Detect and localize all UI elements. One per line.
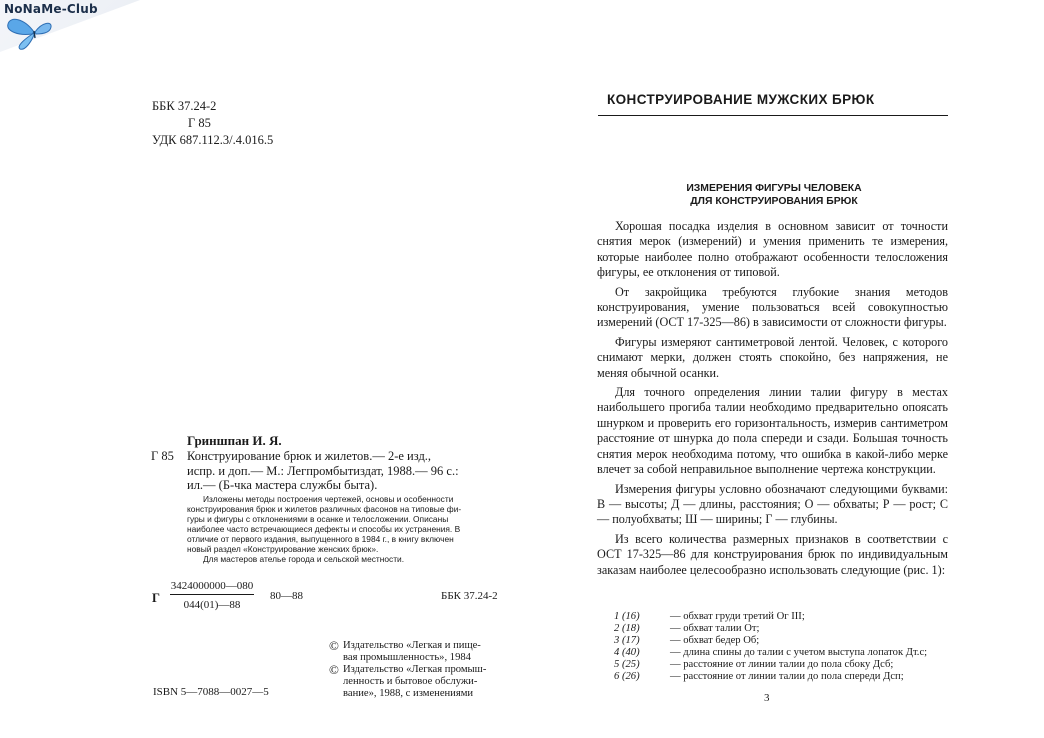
abstract-line: новый раздел «Конструирование женских брюк». [187,544,379,554]
copyright-block [329,640,519,700]
copyright-line: ленность и бытовое обслужи- [343,676,478,687]
abstract-line: конструирования брюк и жилетов различных фасонов на типовые фи- [187,504,462,514]
item-number: 3 (17) [614,635,640,646]
item-text: — длина спины до талии с учетом выступа лопаток Дт.с; [670,647,928,658]
code-denominator: 044(01)—88 [183,599,241,611]
isbn: ISBN 5—7088—0027—5 [153,686,269,698]
item-text: — обхват груди третий Ог III; [670,611,805,622]
copyright-line: Издательство «Легкая и пище- [343,640,481,651]
paragraph: Фигуры измеряют сантиметровой лентой. Человек, с которого снимают мерки, должен стоять спокойно, без напряжения, не меняя обычной осанки. [597,334,948,380]
bib-index: Г 85 [151,449,174,463]
abstract-line: Для мастеров ателье города и сельской местности. [203,554,405,564]
abstract-line: Изложены методы построения чертежей, основы и особенности [203,494,454,504]
item-number: 1 (16) [614,611,640,622]
paragraph: Для точного определения линии талии фигуру в местах наибольшего прогиба талии необходимо предварительно опоясать шнурком и проверить его горизонтальность, измерив сантиметром расстояние от шнурка до пола спереди и сзади. Большая точность снятия мерок необходима потому, что ошибка в какой-либо мерке влечет за собой неправильное выполнение чертежа конструкции. [597,385,948,477]
item-number: 2 (18) [614,623,640,634]
copyright-2 [329,664,519,700]
code-g: Г [152,591,160,605]
page-number: 3 [764,692,770,704]
list-item [614,611,948,623]
paragraph: Измерения фигуры условно обозначают следующими буквами: В — высоты; Д — длины, расстояния; О — обхваты; Р — рост; С — полуобхваты; Ш — ширины; Г — глубины. [597,481,948,527]
paragraph: От закройщика требуются глубокие знания методов конструирования, умение пользоваться всей совокупностью измерений (ОСТ 17-325—86) в зависимости от сложности фигуры. [597,284,948,330]
bib-description [187,449,507,493]
bib-line: ил.— (Б-чка мастера службы быта). [187,478,378,492]
body-text [597,219,948,582]
section-title-line: ДЛЯ КОНСТРУИРОВАНИЯ БРЮК [690,196,858,207]
item-text: — расстояние от линии талии до пола сбоку Дсб; [670,659,894,670]
running-header: КОНСТРУИРОВАНИЕ МУЖСКИХ БРЮК [607,92,875,107]
list-item [614,671,948,683]
item-number: 6 (26) [614,671,640,682]
list-item [614,635,948,647]
abstract-line: наиболее часто встречающиеся дефекты и способы их устранения. В [187,524,461,534]
item-text: — расстояние от линии талии до пола спереди Дсп; [670,671,904,682]
code-fraction [170,580,254,612]
section-title-line: ИЗМЕРЕНИЯ ФИГУРЫ ЧЕЛОВЕКА [686,183,862,194]
index-g85: Г 85 [188,116,211,130]
author-name: Гриншпан И. Я. [187,433,282,448]
bib-line: Конструирование брюк и жилетов.— 2-е изд., [187,449,432,463]
item-text: — обхват бедер Об; [670,635,760,646]
code-pages: 80—88 [270,590,303,602]
abstract-line: гуры и фигуры с отклонениями в осанке и телосложении. Описаны [187,514,449,524]
copyright-symbol: © [329,662,339,677]
item-text: — обхват талии От; [670,623,760,634]
abstract-line: отличие от первого издания, выпущенного в 1984 г., в книгу включен [187,534,454,544]
copyright-symbol: © [329,638,339,653]
copyright-line: вая промышленность», 1984 [343,652,471,663]
list-item [614,647,948,659]
copyright-line: вание», 1988, с изменениями [343,688,474,699]
measurement-list [614,611,948,683]
section-title [616,182,932,208]
udk-code: УДК 687.112.3/.4.016.5 [152,133,274,147]
bib-line: испр. и доп.— М.: Легпромбытиздат, 1988.— 96 с.: [187,463,459,478]
item-number: 4 (40) [614,647,640,658]
butterfly-icon [4,16,64,50]
code-numerator: 3424000000—080 [170,580,254,595]
list-item [614,659,948,671]
item-number: 5 (25) [614,659,640,670]
paragraph: Хорошая посадка изделия в основном зависит от точности снятия мерок (измерений) и умения применить те измерения, которые наиболее полно отображают особенности телосложения фигуры, ее отклонения от типовой. [597,219,948,280]
copyright-1 [329,640,519,664]
abstract [187,494,507,564]
watermark-text: NoNaMe-Club [4,2,98,16]
code-bbk: ББК 37.24-2 [441,590,498,602]
header-rule [598,115,948,116]
copyright-line: Издательство «Легкая промыш- [343,664,487,675]
paragraph: Из всего количества размерных признаков в соответствии с ОСТ 17-325—86 для конструирования брюк по индивидуальным заказам наиболее целесообразно использовать следующие (рис. 1): [597,531,948,577]
list-item [614,623,948,635]
bbk-code: ББК 37.24-2 [152,99,217,113]
